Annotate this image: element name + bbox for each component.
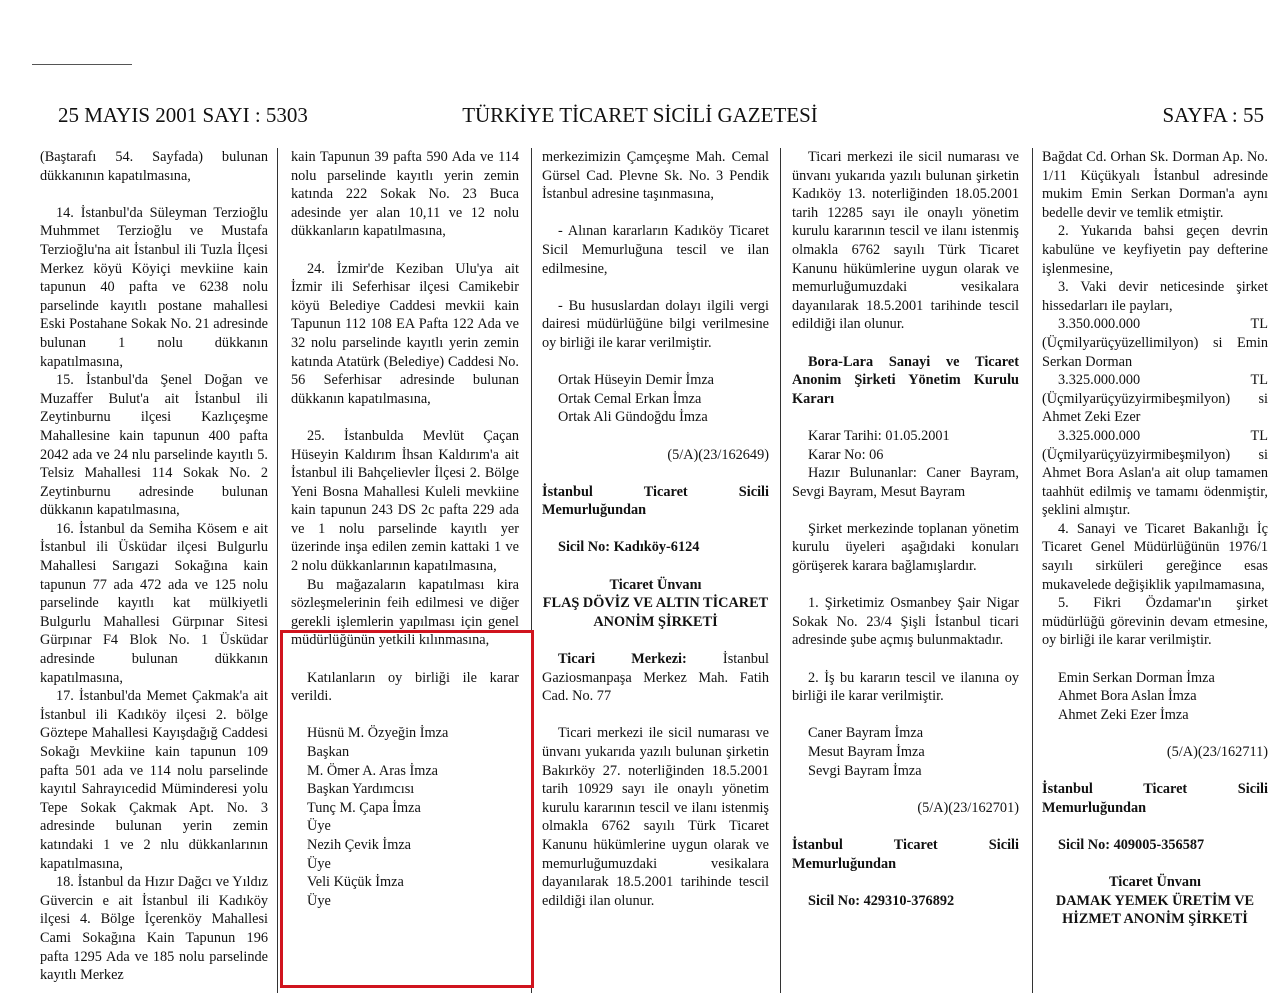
signature-line: Veli Küçük İmza (307, 874, 404, 891)
paragraph: 14. İstanbul'da Süleyman Terzioğlu Muhmmet Terzioğlu ve Mustafa Terzioğlu'na ait İstanbul ili Tuzla İlçesi Merkez köyü Köyiçi mevkiine kain tapunun 40 pafta ve 6238 nolu parselinde kayıtlı postane mahallesi Eski Postahane Sokak No. 21 adresinde bulunan 1 nolu dükkanın kapatılmasına, (40, 204, 268, 370)
paragraph: - Alınan kararların Kadıköy Ticaret Sicil Memurluğuna tescil ve ilan edilmesine, (542, 223, 769, 277)
trade-name-label: Ticaret Ünvanı (609, 576, 702, 593)
highlight-box (280, 630, 534, 988)
signature-line: Caner Bayram İmza (808, 725, 924, 742)
signature-line: Sevgi Bayram İmza (808, 762, 922, 779)
hq-address: İstanbul Gaziosmanpaşa Merkez Mah. Fatih Cad. No. 77 (542, 651, 769, 705)
paragraph: 3. Vaki devir neticesinde şirket hissedarları ile payları, (1042, 279, 1268, 314)
column-divider (277, 148, 278, 993)
paragraph: 2. Yukarıda bahsi geçen devrin kabulüne ve keyfiyetin pay defterine işlenmesine, (1042, 223, 1268, 277)
signature-line: Başkan (307, 744, 350, 760)
paragraph: 1. Şirketimiz Osmanbey Şair Nigar Sokak No. 23/4 Şişli İstanbul ticari adresinde şube açmış bulunmaktadır. (792, 595, 1019, 649)
paragraph: Şirket merkezinde toplanan yönetim kurulu üyeleri aşağıdaki konuları görüşerek karara bağlamışlardır. (792, 520, 1019, 575)
paragraph: 25. İstanbulda Mevlüt Çaçan Hüseyin Kaldırım İhsan Kaldırım'a ait İstanbul ili Bahçelievler İlçesi 2. Bölge Yeni Bosna Mahallesi Kuleli mevkiine kain tapunun 243 DS 2c pafta 229 ada ve 1 nolu parselinde kayıtlı yer üzerinde inşa edilen zemin kattaki 1 ve 2 nolu dükkanlarının kapatılmasına, (291, 427, 519, 575)
column-divider (780, 148, 781, 993)
paragraph: (Baştarafı 54. Sayfada) bulunan dükkanının kapatılmasına, (40, 149, 268, 184)
company-name: DAMAK YEMEK ÜRETİM VE HİZMET ANONİM ŞİRKETİ (1055, 892, 1255, 928)
column-5 (1042, 148, 1268, 993)
shareholder-line: 3.350.000.000 TL (Üçmilyarüçyüzellimilyon) si Emin Serkan Dorman (1042, 316, 1268, 370)
signature-line: Tunç M. Çapa İmza (307, 799, 421, 816)
paragraph: merkezimizin Çamçeşme Mah. Cemal Gürsel Cad. Plevne Sk. No. 3 Pendik İstanbul adresine taşınmasına, (542, 149, 769, 203)
section-heading: Bora-Lara Sanayi ve Ticaret Anonim Şirketi Yönetim Kurulu Kararı (792, 353, 1019, 407)
decision-date: Karar Tarihi: 01.05.2001 (808, 427, 950, 444)
reference-number: (5/A)(23/162711) (1166, 744, 1268, 760)
issue-date: 25 MAYIS 2001 SAYI : 5303 (58, 103, 308, 127)
signature-line: Mesut Bayram İmza (808, 744, 925, 760)
column-3 (542, 148, 769, 993)
paragraph: Ticari merkezi ile sicil numarası ve ünvanı yukarıda yazılı bulunan şirketin Bakırköy 27. noterliğinden 18.5.2001 tarih 10929 sayı ile onaylı yönetim kurulu kararının tescil ve ilanı istenmiş olmakla 6762 sayılı Türk Ticaret Kanunu hükümlerine uygun olarak ve memurluğumuzdaki vesikalara dayanılarak 18.5.2001 tarihinde tescil edildiği ilan olunur. (542, 725, 769, 909)
attendees: Hazır Bulunanlar: Caner Bayram, Sevgi Bayram, Mesut Bayram (792, 465, 1019, 500)
signature-line: Üye (307, 855, 331, 872)
signature-line: Üye (307, 892, 331, 909)
signature-line: Ortak Ali Gündoğdu İmza (558, 409, 708, 426)
page-number: SAYFA : 55 (1162, 103, 1264, 127)
signature-line: Ortak Cemal Erkan İmza (558, 390, 702, 407)
reference-number: (5/A)(23/162701) (917, 799, 1019, 816)
signature-line: Ahmet Bora Aslan İmza (1058, 688, 1197, 705)
paragraph: 4. Sanayi ve Ticaret Bakanlığı İç Ticaret Genel Müdürlüğünün 1976/1 sayılı sirküleri gereğince esas mukavelede değişiklik yapılmamasına, (1042, 520, 1268, 593)
paragraph: 17. İstanbul'da Memet Çakmak'a ait İstanbul ili Kadıköy ilçesi 2. bölge Göztepe Mahallesi Kayışdağığ Caddesi Sokağı Mevkiine kain tapunun 109 pafta 501 ada ve 114 nolu parselinde kayıtıl Sahrayıcedid Müminderesi yolu Tepe Sokak Çakmak Apt. No. 3 adresinde bulunan yerin zemin katındaki 1 ve 2 nlu dükkanlarının kapatılmasına, (40, 688, 268, 872)
paragraph: Bu mağazaların kapatılması kira sözleşmelerinin feih edilmesi ve diğer gerekli işlemlerin yapılması için genel müdürlüğünün yetkili kılınmasına, (291, 576, 519, 649)
company-name: FLAŞ DÖVİZ VE ALTIN TİCARET ANONİM ŞİRKETİ (542, 595, 769, 630)
paragraph: Katılanların oy birliği ile karar verildi. (291, 669, 519, 705)
registry-office: İstanbul Ticaret Sicili Memurluğundan (542, 483, 769, 519)
page-header (0, 103, 1280, 133)
shareholder-line: 3.325.000.000 TL (Üçmilyarüçyüzyirmibeşmilyon) si Ahmet Zeki Ezer (1042, 372, 1268, 426)
paragraph: kain Tapunun 39 pafta 590 Ada ve 114 nolu parselinde kayıtlı yerin zemin katında 222 Sokak No. 23 Buca adesinde yer alan 10,11 ve 12 nolu dükkanların kapatılmasına, (291, 149, 519, 240)
scan-mark (32, 64, 132, 65)
column-4 (792, 148, 1019, 993)
trade-name-label: Ticaret Ünvanı (1108, 874, 1201, 891)
reference-number: (5/A)(23/162649) (667, 446, 769, 463)
signature-line: M. Ömer A. Aras İmza (307, 762, 439, 779)
registry-office: İstanbul Ticaret Sicili Memurluğundan (792, 836, 1019, 872)
signature-line: Hüsnü M. Özyeğin İmza (307, 725, 449, 742)
registry-office: İstanbul Ticaret Sicili Memurluğundan (1042, 781, 1268, 816)
signature-line: Nezih Çevik İmza (307, 836, 412, 853)
paragraph: 18. İstanbul da Hızır Dağcı ve Yıldız Güvercin e ait İstanbul ili Kadıköy ilçesi 4. Bölge İçerenköy Mahallesi Cami Sokağına Kain Tapunun 196 pafta 1295 Ada ve 185 nolu parselinde kayıtlı Merkez (40, 874, 268, 984)
paragraph: 2. İş bu kararın tescil ve ilanına oy birliği ile karar verilmiştir. (792, 669, 1019, 705)
hq-label: Ticari Merkezi: (558, 651, 687, 668)
registry-number: Sicil No: Kadıköy-6124 (558, 539, 700, 556)
column-1 (40, 148, 268, 993)
signature-line: Üye (307, 818, 331, 835)
paragraph: 5. Fikri Özdamar'ın şirket müdürlüğü görevinin devam etmesine, oy birliği ile karar verilmiştir. (1042, 595, 1268, 649)
paragraph: 24. İzmir'de Keziban Ulu'ya ait İzmir ili Seferhisar ilçesi Camikebir köyü Belediye Caddesi mevkii kain Tapunun 112 108 EA Pafta 122 Ada ve 32 nolu parselinde kayıtlı yerin zemin katında Atatürk (Belediye) Caddesi No. 56 Seferhisar adresinde bulunan dükkanın kapatılmasına, (291, 260, 519, 407)
signature-line: Ahmet Zeki Ezer İmza (1058, 706, 1189, 723)
shareholder-line: 3.325.000.000 TL (Üçmilyarüçyüzyirmibeşmilyon) si Ahmet Bora Aslan'a ait olup tamamen taahhüt edilmiş ve tamamı ödenmiştir, şeklini almıştır. (1042, 427, 1268, 519)
paragraph: 16. İstanbul da Semiha Kösem e ait İstanbul ili Üsküdar ilçesi Bulgurlu Mahallesi Sarıgazi Sokağına kain tapunun 77 ada 472 ada ve 125 nolu parselinde kayıtlı kat mülkiyetli Bulgurlu Mahallesi Gürpınar Sitesi Gürpınar F4 Blok No. 1 Üsküdar adresinde bulunan dükkanın kapatılmasına, (40, 520, 268, 686)
paragraph: - Bu hususlardan dolayı ilgili vergi dairesi müdürlüğüne bilgi verilmesine oy birliği ile karar verilmiştir. (542, 297, 769, 351)
column-divider (1032, 148, 1033, 993)
paragraph: Bağdat Cd. Orhan Sk. Dorman Ap. No. 1/11 Küçükyalı İstanbul adresinde mukim Emin Serkan Dorman'a aynı bedelle devir ve temlik etmiştir. (1042, 149, 1268, 221)
paragraph: Ticari merkezi ile sicil numarası ve ünvanı yukarıda yazılı bulunan şirketin Kadıköy 13. noterliğinden 18.05.2001 tarih 12285 sayı ile onaylı yönetim kurulu kararının tescil ve ilanı istenmiş olmakla 6762 sayılı Türk Ticaret Kanunu hükümlerine uygun olarak ve memurluğumuzdaki vesikalara dayanılarak 18.5.2001 tarihinde tescil edildiği ilan olunur. (792, 149, 1019, 333)
signature-line: Ortak Hüseyin Demir İmza (558, 372, 715, 389)
signature-line: Başkan Yardımcısı (307, 781, 415, 798)
registry-number: Sicil No: 429310-376892 (808, 892, 955, 909)
gazette-title: TÜRKİYE TİCARET SİCİLİ GAZETESİ (462, 103, 818, 127)
paragraph: 15. İstanbul'da Şenel Doğan ve Muzaffer Bulut'a ait İstanbul ili Zeytinburnu ilçesi Kazlıçeşme Mahallesine kain tapunun 400 pafta 2042 ada ve 24 nlu parselinde kayıtlı 5. Telsiz Mahallesi 114 Sokak No. 2 Zeytinburnu adresinde bulunan dükkanın kapatılmasına, (40, 372, 268, 519)
registry-number: Sicil No: 409005-356587 (1058, 836, 1205, 853)
decision-number: Karar No: 06 (808, 446, 884, 463)
paragraph (542, 650, 769, 706)
signature-line: Emin Serkan Dorman İmza (1058, 669, 1215, 686)
